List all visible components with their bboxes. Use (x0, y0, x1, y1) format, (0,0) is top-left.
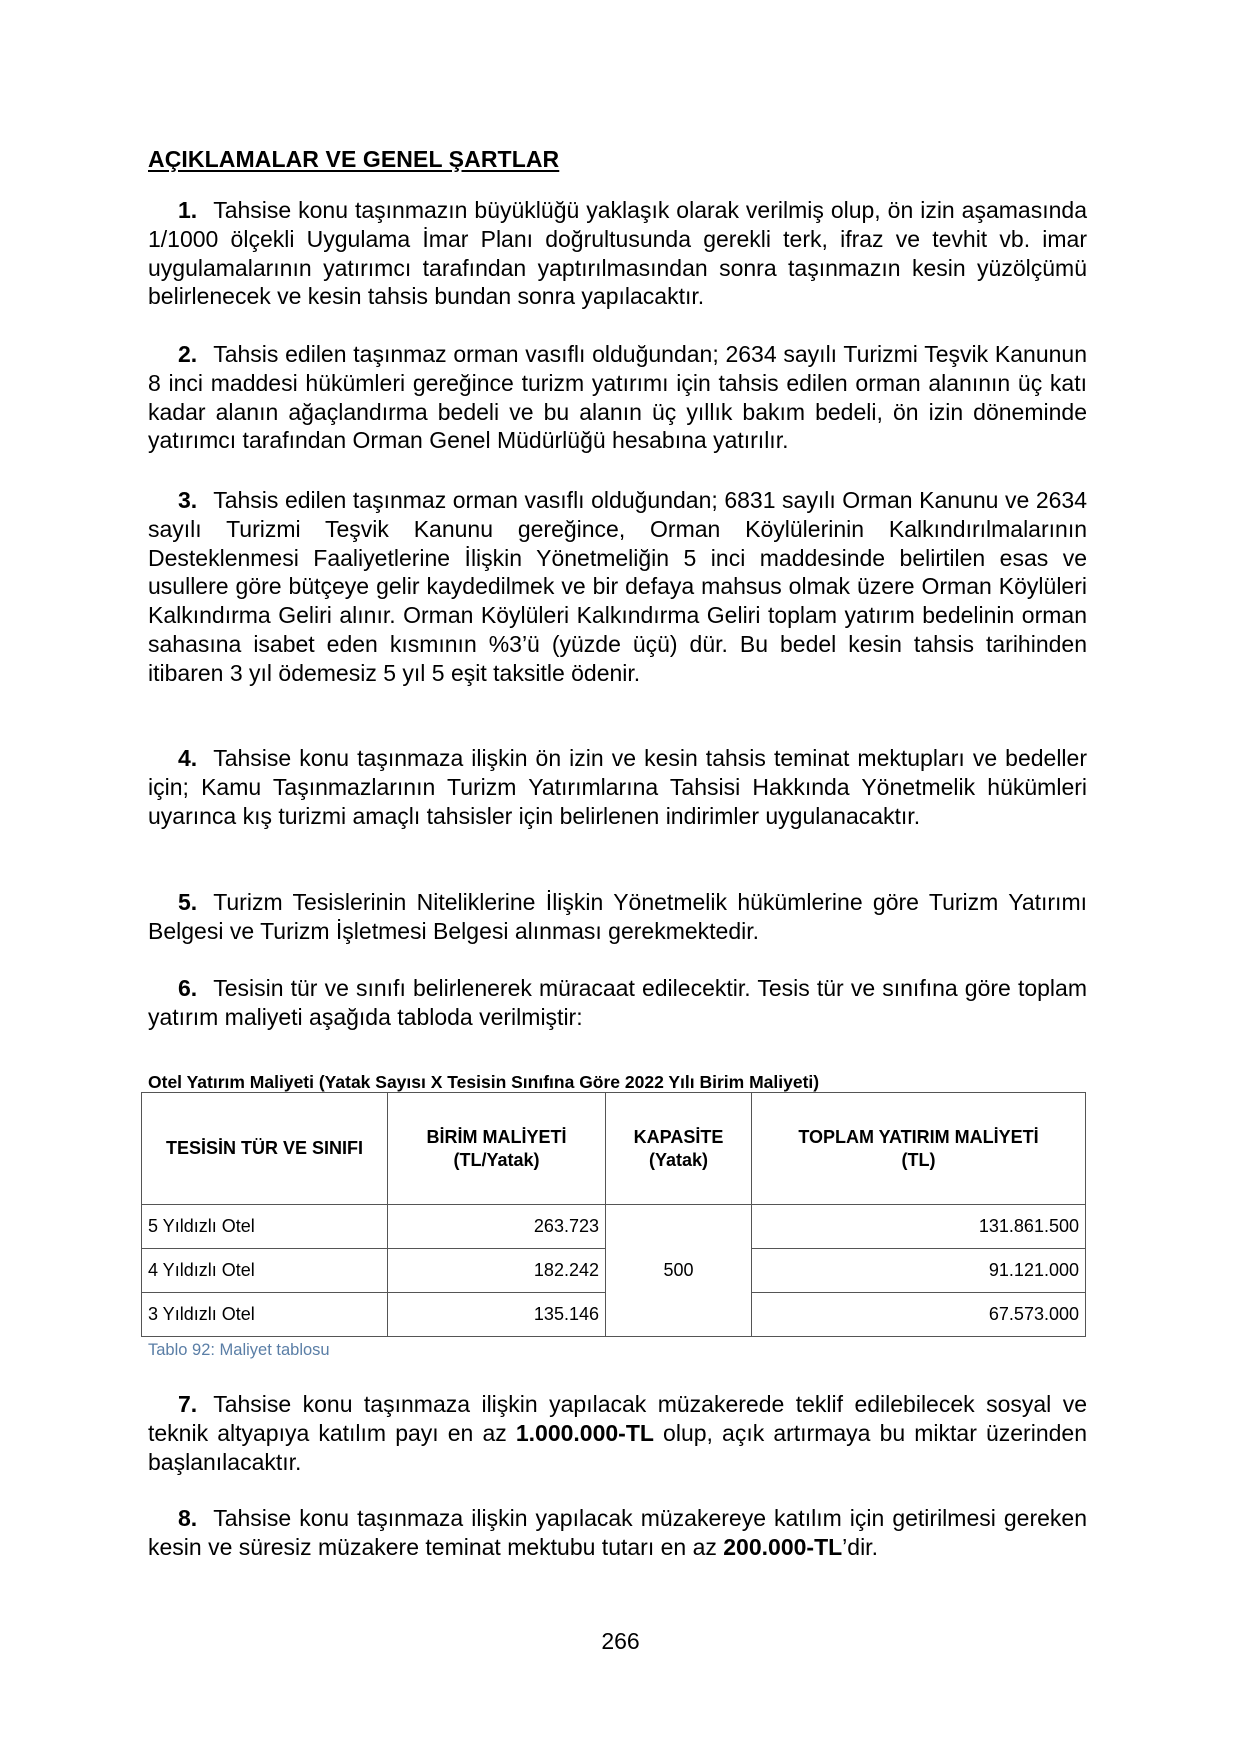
clause-text: Tesisin tür ve sınıfı belirlenerek müracaat edilecektir. Tesis tür ve sınıfına göre toplam yatırım maliyeti aşağıda tabloda verilmiştir: (148, 975, 1087, 1030)
cell-facility-type: 3 Yıldızlı Otel (142, 1293, 388, 1337)
table-row (142, 1205, 1086, 1249)
clause-3 (148, 486, 1087, 688)
clause-8 (148, 1504, 1087, 1562)
table-title: Otel Yatırım Maliyeti (Yatak Sayısı X Tesisin Sınıfına Göre 2022 Yılı Birim Maliyeti) (148, 1072, 820, 1092)
clause-amount: 200.000-TL (723, 1533, 843, 1560)
header-capacity: KAPASİTE (Yatak) (606, 1093, 752, 1205)
clause-text: Tahsis edilen taşınmaz orman vasıflı olduğundan; 6831 sayılı Orman Kanunu ve 2634 sayılı Turizmi Teşvik Kanunu gereğince, Orman Köylülerinin Kalkındırılmalarının Desteklenmesi Faaliyetlerine İlişkin Yönetmeliğin 5 inci maddesinde belirtilen esas ve usullere göre bütçeye gelir kaydedilmek ve bir defaya mahsus olmak üzere Orman Köylüleri Kalkındırma Geliri alınır. Orman Köylüleri Kalkındırma Geliri toplam yatırım bedelinin orman sahasına isabet eden kısmının %3’ü (yüzde üçü) dür. Bu bedel kesin tahsis tarihinden itibaren 3 yıl ödemesiz 5 yıl 5 eşit taksitle ödenir. (148, 487, 1087, 686)
clause-number: 4. (178, 745, 198, 771)
cell-unit-cost: 263.723 (388, 1205, 606, 1249)
clause-amount: 1.000.000-TL (515, 1419, 654, 1446)
document-heading: AÇIKLAMALAR VE GENEL ŞARTLAR (148, 146, 560, 172)
header-total-cost: TOPLAM YATIRIM MALİYETİ (TL) (752, 1093, 1086, 1205)
clause-text: Tahsise konu taşınmazın büyüklüğü yaklaşık olarak verilmiş olup, ön izin aşamasında 1/1000 ölçekli Uygulama İmar Planı doğrultusunda gerekli terk, ifraz ve tevhit vb. imar uygulamalarının yatırımcı tarafından yaptırılmasından sonra taşınmazın kesin yüzölçümü belirlenecek ve kesin tahsis bundan sonra yapılacaktır. (148, 197, 1087, 310)
cell-capacity: 500 (606, 1205, 752, 1337)
cell-total-cost: 91.121.000 (752, 1249, 1086, 1293)
clause-5 (148, 888, 1087, 946)
clause-number: 1. (178, 197, 198, 223)
clause-number: 7. (178, 1391, 198, 1417)
cell-facility-type: 5 Yıldızlı Otel (142, 1205, 388, 1249)
clause-7 (148, 1390, 1087, 1476)
clause-1 (148, 196, 1087, 311)
cell-total-cost: 67.573.000 (752, 1293, 1086, 1337)
header-unit-cost: BİRİM MALİYETİ (TL/Yatak) (388, 1093, 606, 1205)
clause-text: Turizm Tesislerinin Niteliklerine İlişkin Yönetmelik hükümlerine göre Turizm Yatırımı Belgesi ve Turizm İşletmesi Belgesi alınması gerekmektedir. (148, 889, 1087, 944)
clause-number: 2. (178, 341, 198, 367)
clause-text: olup, açık artırmaya bu miktar üzerinden başlanılacaktır. (148, 1419, 1087, 1475)
clause-text: Tahsise konu taşınmaza ilişkin yapılacak müzakerede teklif edilebilecek sosyal ve teknik altyapıya katılım payı en az (148, 1391, 1087, 1446)
clause-text: ’dir. (842, 1533, 878, 1560)
table-caption: Tablo 92: Maliyet tablosu (148, 1341, 330, 1359)
clause-number: 3. (178, 487, 198, 513)
clause-6 (148, 974, 1087, 1032)
cell-unit-cost: 135.146 (388, 1293, 606, 1337)
clause-text: Tahsis edilen taşınmaz orman vasıflı olduğundan; 2634 sayılı Turizmi Teşvik Kanunun 8 inci maddesi hükümleri gereğince turizm yatırımı için tahsis edilen orman alanının üç katı kadar alanın ağaçlandırma bedeli ve bu alanın üç yıllık bakım bedeli, ön izin döneminde yatırımcı tarafından Orman Genel Müdürlüğü hesabına yatırılır. (148, 341, 1087, 454)
page-number: 266 (601, 1628, 640, 1654)
clause-2 (148, 340, 1087, 455)
clause-4 (148, 744, 1087, 830)
cost-table (141, 1092, 1086, 1337)
clause-text: Tahsise konu taşınmaza ilişkin yapılacak müzakereye katılım için getirilmesi gereken kesin ve süresiz müzakere teminat mektubu tutarı en az (148, 1505, 1087, 1560)
cell-total-cost: 131.861.500 (752, 1205, 1086, 1249)
clause-text: Tahsise konu taşınmaza ilişkin ön izin ve kesin tahsis teminat mektupları ve bedeller için; Kamu Taşınmazlarının Turizm Yatırımlarına Tahsisi Hakkında Yönetmelik hükümleri uyarınca kış turizmi amaçlı tahsisler için belirlenen indirimler uygulanacaktır. (148, 745, 1087, 829)
clause-number: 6. (178, 975, 198, 1001)
clause-number: 5. (178, 889, 198, 915)
table-header-row (142, 1093, 1086, 1205)
cell-unit-cost: 182.242 (388, 1249, 606, 1293)
clause-number: 8. (178, 1505, 198, 1531)
cell-facility-type: 4 Yıldızlı Otel (142, 1249, 388, 1293)
header-facility-type: TESİSİN TÜR VE SINIFI (142, 1093, 388, 1205)
